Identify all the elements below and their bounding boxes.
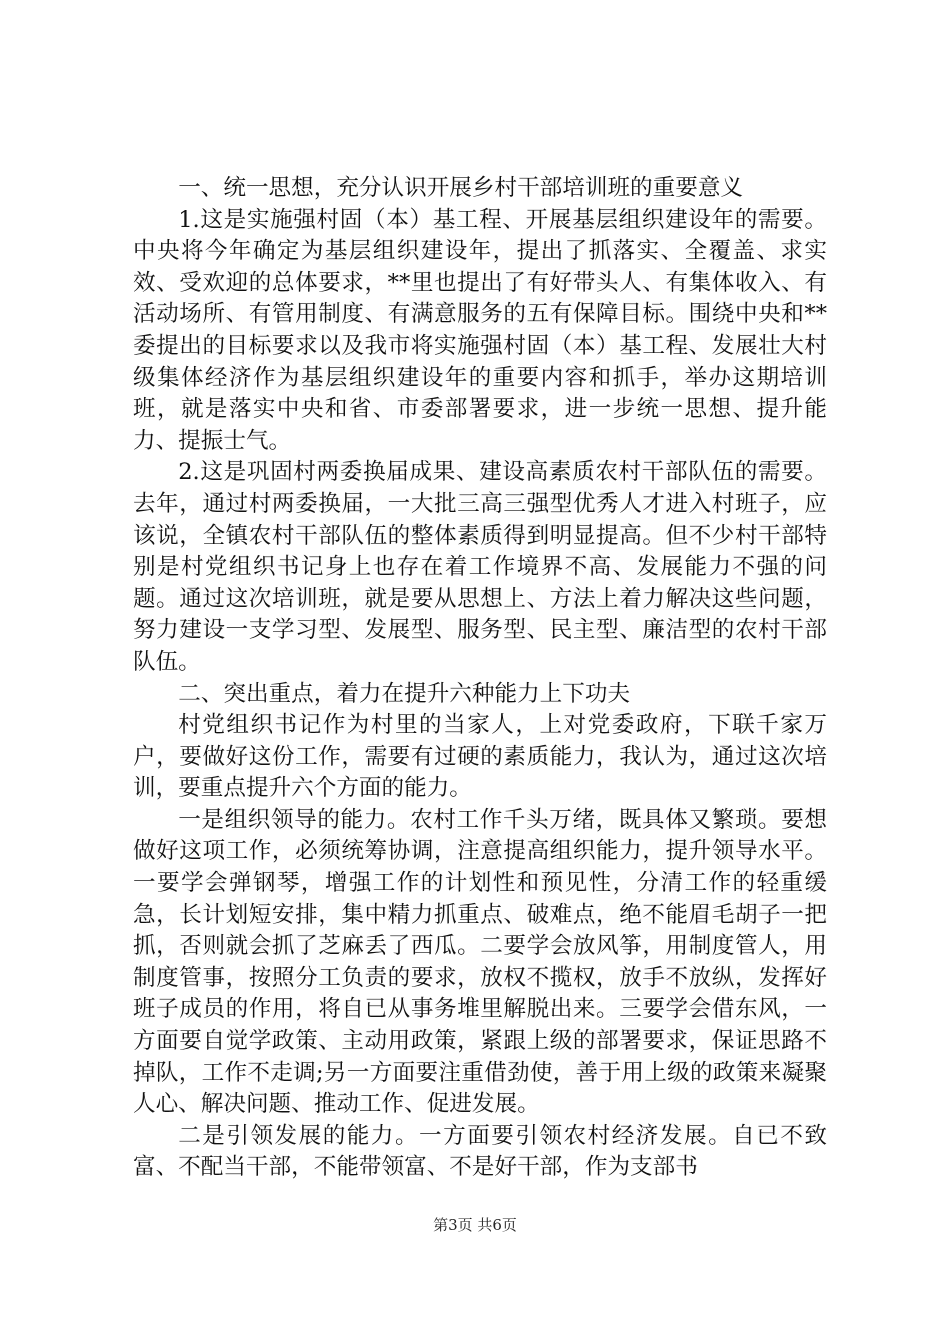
paragraph-2: 2.这是巩固村两委换届成果、建设高素质农村干部队伍的需要。去年，通过村两委换届，一大批三高三强型优秀人才进入村班子，应该说，全镇农村干部队伍的整体素质得到明显提高。但不少村干部特别是村党组织书记身上也存在着工作境界不高、发展能力不强的问题。通过这次培训班，就是要从思想上、方法上着力解决这些问题，努力建设一支学习型、发展型、服务型、民主型、廉洁型的农村干部队伍。 [133,459,827,675]
paragraph-5: 二是引领发展的能力。一方面要引领农村经济发展。自已不致富、不配当干部，不能带领富、不是好干部，作为支部书 [133,1122,827,1181]
paragraph-1: 1.这是实施强村固（本）基工程、开展基层组织建设年的需要。中央将今年确定为基层组织建设年，提出了抓落实、全覆盖、求实效、受欢迎的总体要求，**里也提出了有好带头人、有集体收入、有活动场所、有管用制度、有满意服务的五有保障目标。围绕中央和**委提出的目标要求以及我市将实施强村固（本）基工程、发展壮大村级集体经济作为基层组织建设年的重要内容和抓手，举办这期培训班，就是落实中央和省、市委部署要求，进一步统一思想、提升能力、提振士气。 [133,206,827,454]
document-body [133,173,827,1184]
paragraph-4: 一是组织领导的能力。农村工作千头万绪，既具体又繁琐。要想做好这项工作，必须统筹协调，注意提高组织能力，提升领导水平。一要学会弹钢琴，增强工作的计划性和预见性，分清工作的轻重缓急，长计划短安排，集中精力抓重点、破难点，绝不能眉毛胡子一把抓，否则就会抓了芝麻丢了西瓜。二要学会放风筝，用制度管人，用制度管事，按照分工负责的要求，放权不揽权，放手不放纵，发挥好班子成员的作用，将自已从事务堆里解脱出来。三要学会借东风，一方面要自觉学政策、主动用政策，紧跟上级的部署要求，保证思路不掉队，工作不走调;另一方面要注重借劲使，善于用上级的政策来凝聚人心、解决问题、推动工作、促进发展。 [133,806,827,1118]
section-heading-2: 二、突出重点，着力在提升六种能力上下功夫 [178,680,631,707]
paragraph-3: 村党组织书记作为村里的当家人，上对党委政府，下联千家万户，要做好这份工作，需要有过硬的素质能力，我认为，通过这次培训，要重点提升六个方面的能力。 [133,712,827,802]
section-heading-1: 一、统一思想，充分认识开展乡村干部培训班的重要意义 [178,175,744,201]
page-number-footer: 第3页 共6页 [433,1216,517,1234]
